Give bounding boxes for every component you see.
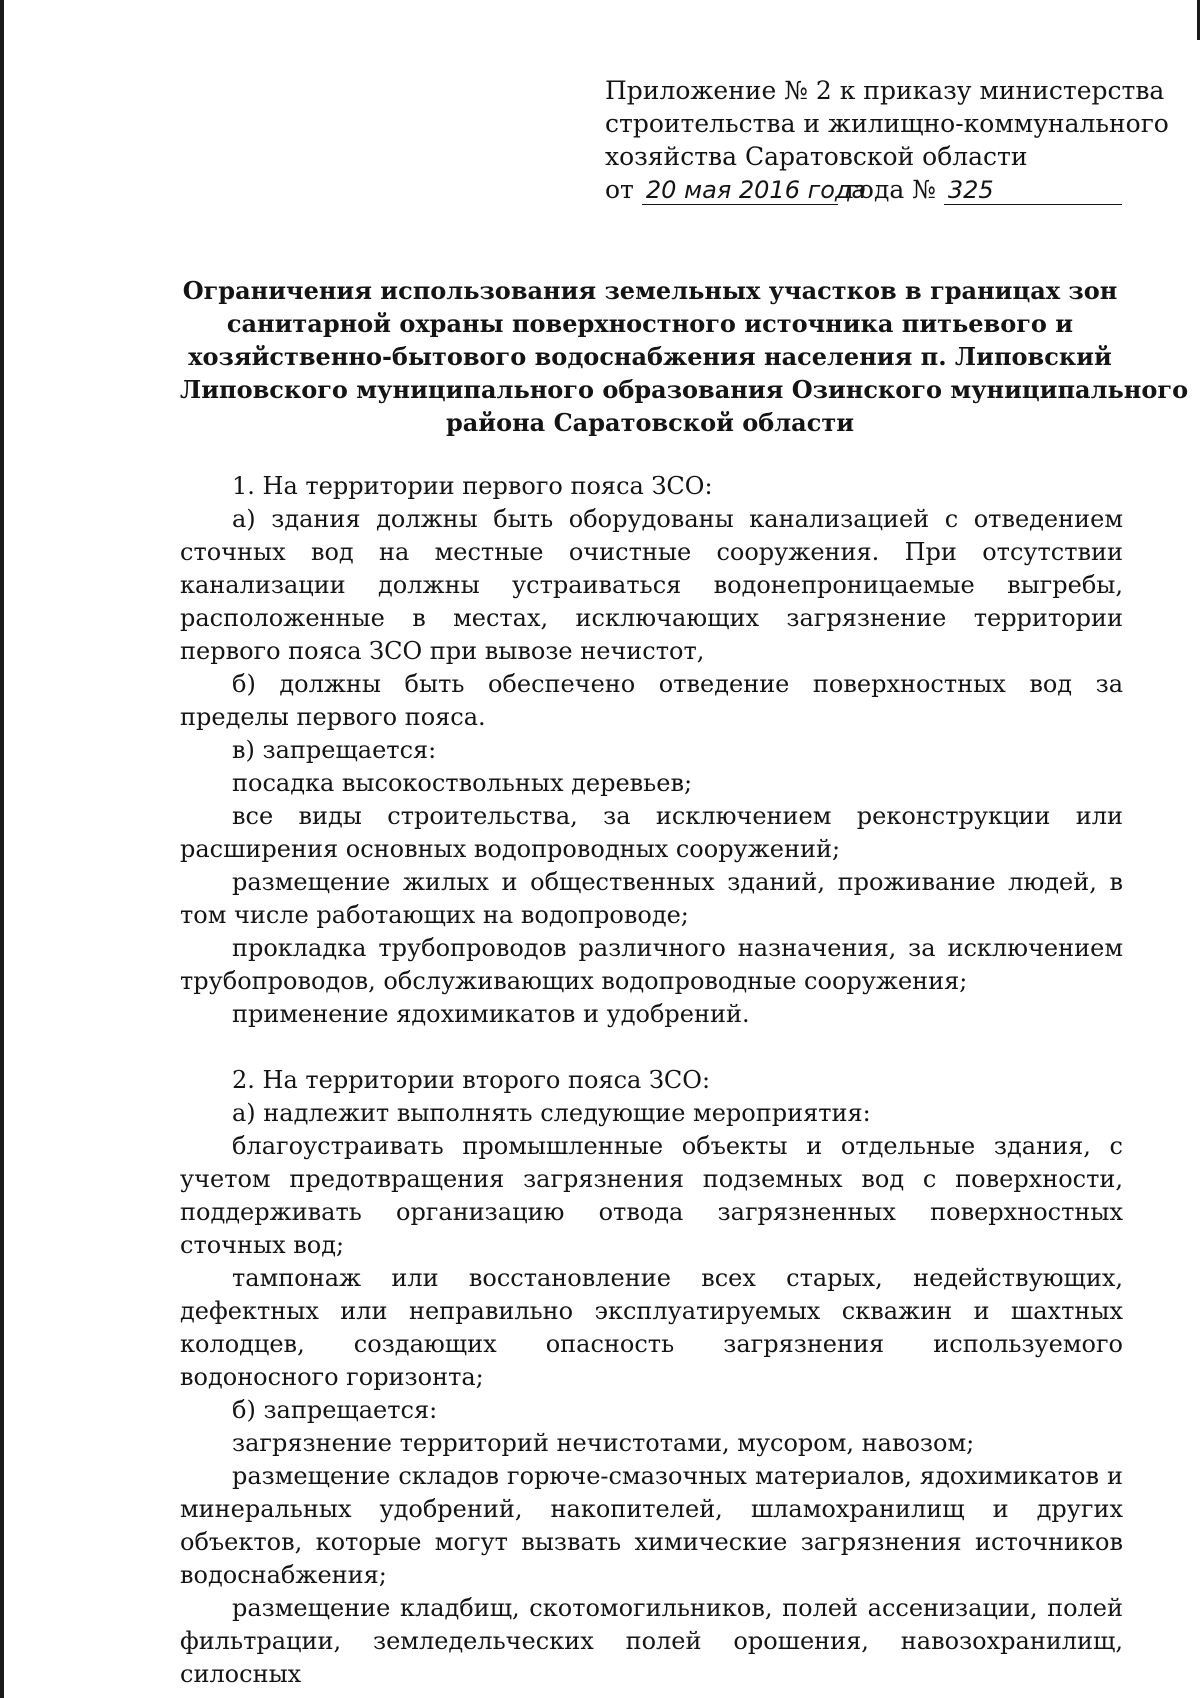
appendix-header (605, 74, 1169, 206)
section-2-prohibition-2: размещение складов горюче-смазочных материалов, ядохимикатов и минеральных удобрений, накопителей, шламохранилищ и других объектов, которые могут вызвать химические загрязнения источников водоснабжения; (180, 1462, 1123, 1589)
number-label: года № (845, 175, 936, 204)
title-line-3: хозяйственно-бытового водоснабжения населения п. Липовский (188, 342, 1112, 371)
section-1-prohibition-4: прокладка трубопроводов различного назначения, за исключением трубопроводов, обслуживающих водопроводные сооружения; (180, 934, 1123, 995)
document-title (180, 274, 1189, 439)
title-line-1: Ограничения использования земельных участков в границах зон (182, 276, 1118, 305)
section-2-prohibition-1: загрязнение территорий нечистотами, мусором, навозом; (232, 1429, 975, 1457)
section-2-measure-2: тампонаж или восстановление всех старых, недействующих, дефектных или неправильно эксплуатируемых скважин и шахтных колодцев, создающих опасность загрязнения используемого водоносного горизонта; (180, 1264, 1123, 1391)
title-line-2: санитарной охраны поверхностного источника питьевого и (226, 309, 1074, 338)
section-2-item-a: а) надлежит выполнять следующие мероприятия: (232, 1099, 871, 1127)
section-spacer (180, 1031, 1123, 1064)
title-line-5: района Саратовской области (445, 408, 855, 437)
handwritten-date: 20 мая 2016 года (642, 176, 838, 205)
handwritten-number: 325 (944, 176, 1122, 205)
section-1-prohibition-1: посадка высокоствольных деревьев; (232, 769, 693, 797)
header-line-2: строительства и жилищно-коммунального (605, 109, 1169, 138)
section-1-heading: 1. На территории первого пояса ЗСО: (232, 472, 713, 500)
document-body (180, 470, 1123, 1691)
scan-border-left (0, 0, 4, 1698)
header-line-1: Приложение № 2 к приказу министерства (605, 76, 1165, 105)
section-1-item-a: а) здания должны быть оборудованы канализацией с отведением сточных вод на местные очистные сооружения. При отсутствии канализации должны устраиваться водонепроницаемые выгребы, расположенные в местах, исключающих загрязнение территории первого пояса ЗСО при вывозе нечистот, (180, 505, 1123, 665)
header-line-3: хозяйства Саратовской области (605, 142, 1028, 171)
date-number-line (605, 173, 1125, 206)
section-1-item-b: б) должны быть обеспечено отведение поверхностных вод за пределы первого пояса. (180, 670, 1123, 731)
section-2-item-b: б) запрещается: (232, 1396, 438, 1424)
section-1-prohibition-2: все виды строительства, за исключением реконструкции или расширения основных водопроводных сооружений; (180, 802, 1123, 863)
section-2-heading: 2. На территории второго пояса ЗСО: (232, 1066, 711, 1094)
section-1-prohibition-5: применение ядохимикатов и удобрений. (232, 1000, 750, 1028)
section-2-measure-1: благоустраивать промышленные объекты и отдельные здания, с учетом предотвращения загрязнения подземных вод с поверхности, поддерживать организацию отвода загрязненных поверхностных сточных вод; (180, 1132, 1123, 1259)
section-1-prohibition-3: размещение жилых и общественных зданий, проживание людей, в том числе работающих на водопроводе; (180, 868, 1123, 929)
section-2-prohibition-3: размещение кладбищ, скотомогильников, полей ассенизации, полей фильтрации, земледельческих полей орошения, навозохранилищ, силосных (180, 1594, 1123, 1688)
section-1-item-v: в) запрещается: (232, 736, 437, 764)
date-prefix: от (605, 175, 634, 204)
title-line-4: Липовского муниципального образования Озинского муниципального (180, 375, 1189, 404)
